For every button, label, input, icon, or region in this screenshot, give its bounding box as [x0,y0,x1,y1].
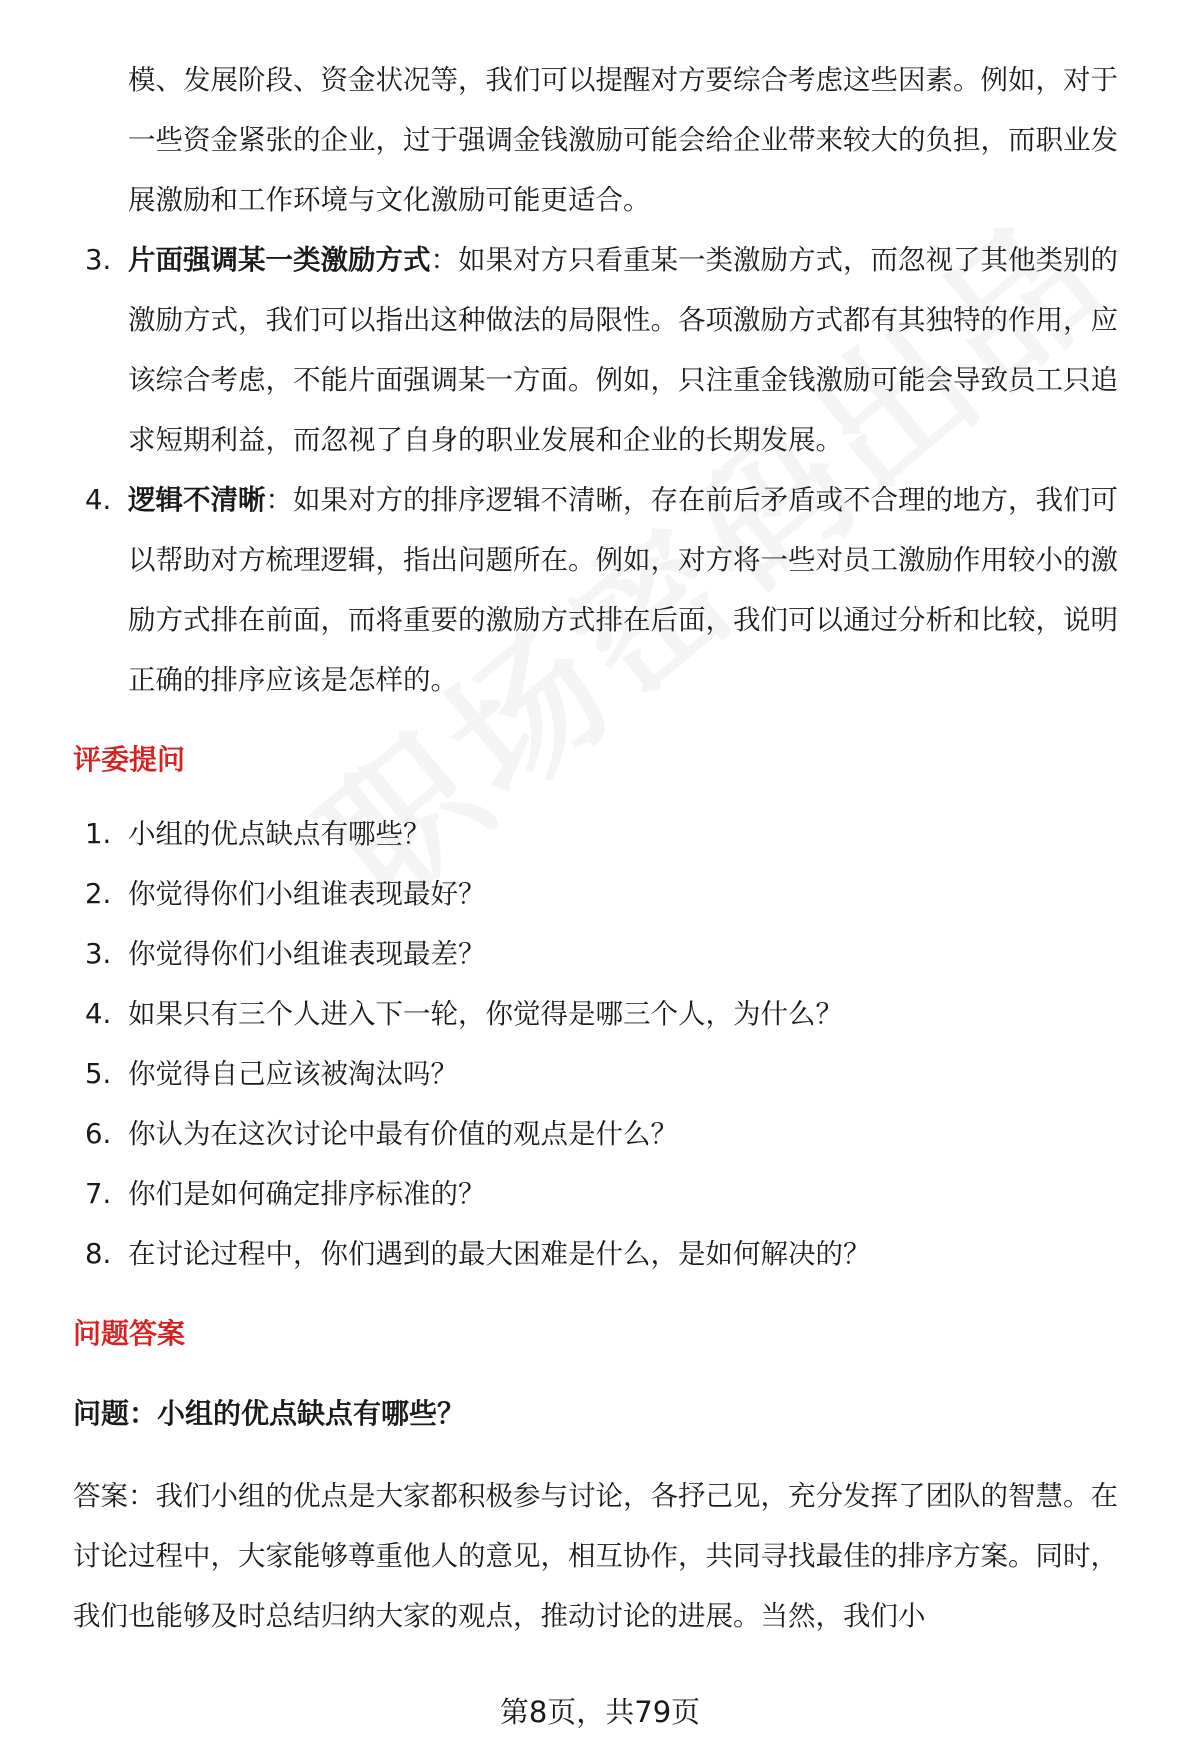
continuation-paragraph: 模、发展阶段、资金状况等，我们可以提醒对方要综合考虑这些因素。例如，对于一些资金紧张的企业，过于强调金钱激励可能会给企业带来较大的负担，而职业发展激励和工作环境与文化激励可能更适合。 [128,64,1118,216]
list-number: 2. [85,878,112,910]
list-number: 4. [85,484,112,516]
question-text: 你觉得你们小组谁表现最好？ [128,878,486,910]
list-item [73,1224,1143,1284]
list-number: 8. [85,1238,112,1270]
point-body: ：如果对方的排序逻辑不清晰，存在前后矛盾或不合理的地方，我们可以帮助对方梳理逻辑，指出问题所在。例如，对方将一些对员工激励作用较小的激励方式排在前面，而将重要的激励方式排在后面，我们可以通过分析和比较，说明正确的排序应该是怎样的。 [128,484,1118,696]
question-text: 在讨论过程中，你们遇到的最大困难是什么，是如何解决的？ [128,1238,871,1270]
point-list [73,230,1143,710]
document-body [73,50,1143,1646]
point-term: 片面强调某一类激励方式 [128,244,431,276]
list-item [73,470,1143,710]
list-item [73,924,1143,984]
list-item [73,1104,1143,1164]
answers-heading: 问题答案 [73,1317,186,1350]
question-text: 你觉得自己应该被淘汰吗？ [128,1058,458,1090]
question-text: 小组的优点缺点有哪些？ [128,818,431,850]
list-number: 6. [85,1118,112,1150]
page-number: 第8页，共79页 [499,1695,701,1729]
question-text: 你认为在这次讨论中最有价值的观点是什么？ [128,1118,678,1150]
answer-paragraph: 答案：我们小组的优点是大家都积极参与讨论，各抒己见，充分发挥了团队的智慧。在讨论过程中，大家能够尊重他人的意见，相互协作，共同寻找最佳的排序方案。同时，我们也能够及时总结归纳大家的观点，推动讨论的进展。当然，我们小 [73,1480,1118,1632]
list-number: 5. [85,1058,112,1090]
question-text: 你觉得你们小组谁表现最差？ [128,938,486,970]
list-number: 4. [85,998,112,1030]
list-item [73,804,1143,864]
list-item [73,864,1143,924]
list-item [73,984,1143,1044]
question-text: 你们是如何确定排序标准的？ [128,1178,486,1210]
point-body: ：如果对方只看重某一类激励方式，而忽视了其他类别的激励方式，我们可以指出这种做法的局限性。各项激励方式都有其独特的作用，应该综合考虑，不能片面强调某一方面。例如，只注重金钱激励可能会导致员工只追求短期利益，而忽视了自身的职业发展和企业的长期发展。 [128,244,1118,456]
list-item [73,1044,1143,1104]
judge-question-list [73,804,1143,1284]
judge-questions-heading: 评委提问 [73,743,186,776]
list-number: 1. [85,818,112,850]
list-number: 3. [85,244,112,276]
list-number: 7. [85,1178,112,1210]
list-item [73,230,1143,470]
list-item [73,1164,1143,1224]
list-number: 3. [85,938,112,970]
question-heading: 问题：小组的优点缺点有哪些？ [73,1397,466,1430]
point-term: 逻辑不清晰 [128,484,266,516]
question-text: 如果只有三个人进入下一轮，你觉得是哪三个人，为什么？ [128,998,843,1030]
